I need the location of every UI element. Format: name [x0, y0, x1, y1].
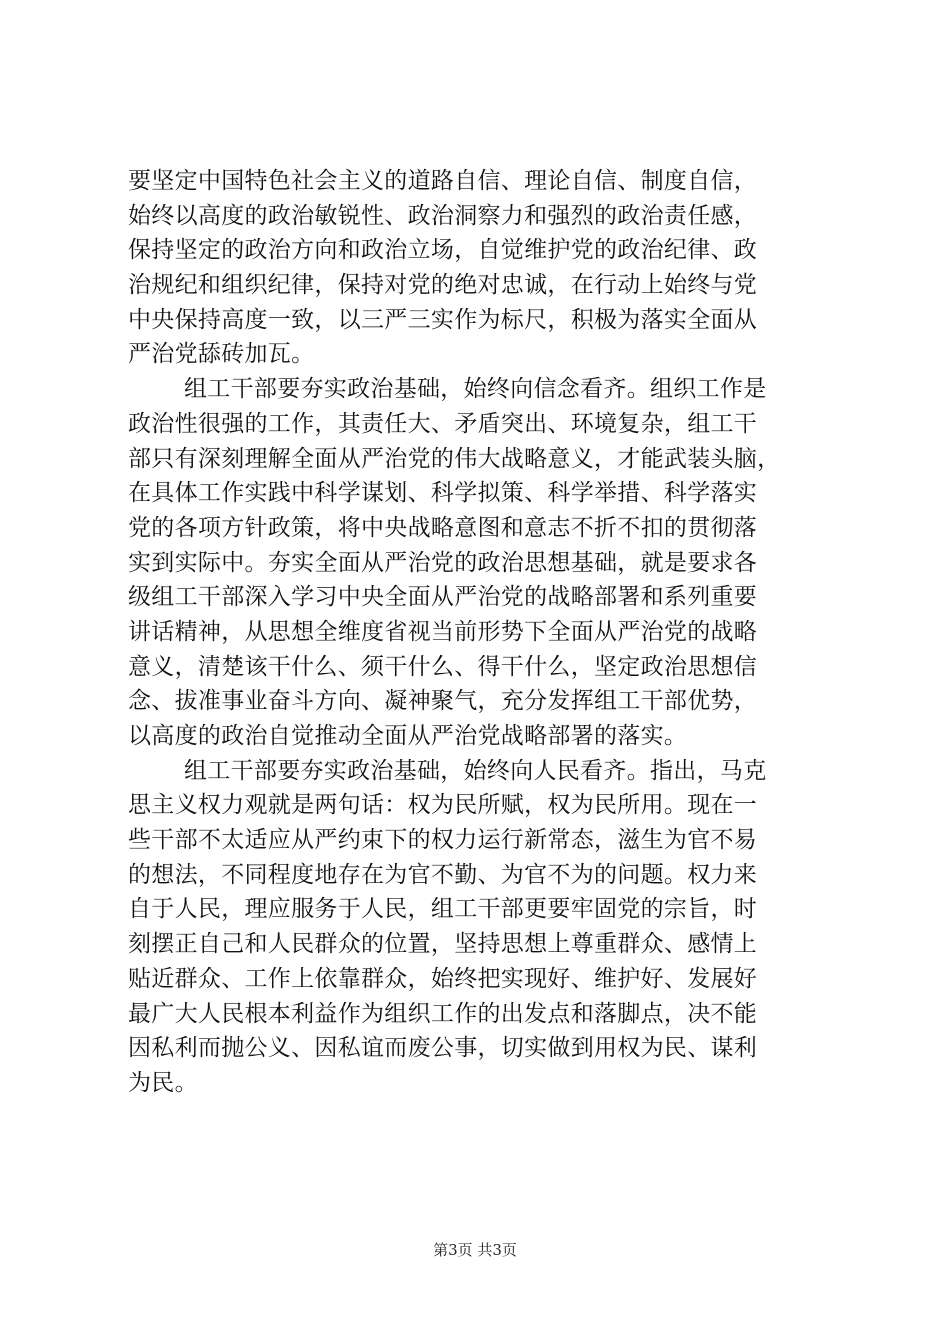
paragraph-line: 以高度的政治自觉推动全面从严治党战略部署的落实。: [128, 723, 688, 749]
paragraph-line: 始终以高度的政治敏锐性、政治洞察力和强烈的政治责任感，: [128, 202, 758, 229]
paragraph: [128, 754, 838, 1101]
page-footer: 第3页 共3页: [433, 1241, 517, 1259]
paragraph-line: 些干部不太适应从严约束下的权力运行新常态，滋生为官不易: [128, 827, 758, 854]
paragraph-line: 最广大人民根本利益作为组织工作的出发点和落脚点，决不能: [128, 1000, 758, 1027]
paragraph-line: 实到实际中。夯实全面从严治党的政治思想基础，就是要求各: [128, 549, 758, 576]
paragraph-line: 政治性很强的工作，其责任大、矛盾突出、环境复杂，组工干: [128, 410, 758, 437]
paragraph-line: 在具体工作实践中科学谋划、科学拟策、科学举措、科学落实: [128, 480, 758, 507]
paragraph-line: 部只有深刻理解全面从严治党的伟大战略意义，才能武装头脑，: [128, 445, 781, 472]
paragraph-line: 因私利而抛公义、因私谊而废公事，切实做到用权为民、谋利: [128, 1035, 758, 1062]
paragraph-line: 严治党舔砖加瓦。: [128, 341, 315, 368]
paragraph-line: 意义，清楚该干什么、须干什么、得干什么，坚定政治思想信: [128, 653, 758, 680]
paragraph-line: 组工干部要夯实政治基础，始终向人民看齐。指出，马克: [184, 757, 767, 784]
document-body: [128, 164, 838, 1101]
paragraph-line: 的想法，不同程度地存在为官不勤、为官不为的问题。权力来: [128, 861, 758, 888]
paragraph: [128, 372, 838, 754]
paragraph-line: 自于人民，理应服务于人民，组工干部更要牢固党的宗旨，时: [128, 896, 758, 923]
paragraph-line: 念、拔准事业奋斗方向、凝神聚气，充分发挥组工干部优势，: [128, 688, 758, 715]
paragraph-line: 讲话精神，从思想全维度省视当前形势下全面从严治党的战略: [128, 618, 758, 645]
paragraph-line: 保持坚定的政治方向和政治立场，自觉维护党的政治纪律、政: [128, 237, 758, 264]
paragraph-line: 贴近群众、工作上依靠群众，始终把实现好、维护好、发展好: [128, 965, 758, 992]
paragraph-line: 中央保持高度一致，以三严三实作为标尺，积极为落实全面从: [128, 306, 758, 333]
paragraph-line: 治规纪和组织纪律，保持对党的绝对忠诚，在行动上始终与党: [128, 272, 758, 299]
paragraph-line: 为民。: [128, 1069, 198, 1096]
paragraph-line: 要坚定中国特色社会主义的道路自信、理论自信、制度自信，: [128, 168, 758, 194]
paragraph-line: 党的各项方针政策，将中央战略意图和意志不折不扣的贯彻落: [128, 514, 758, 541]
paragraph: [128, 164, 838, 372]
paragraph-line: 组工干部要夯实政治基础，始终向信念看齐。组织工作是: [184, 376, 767, 403]
paragraph-line: 思主义权力观就是两句话：权为民所赋，权为民所用。现在一: [128, 792, 758, 819]
paragraph-line: 级组工干部深入学习中央全面从严治党的战略部署和系列重要: [128, 584, 758, 611]
paragraph-line: 刻摆正自己和人民群众的位置，坚持思想上尊重群众、感情上: [128, 931, 758, 958]
